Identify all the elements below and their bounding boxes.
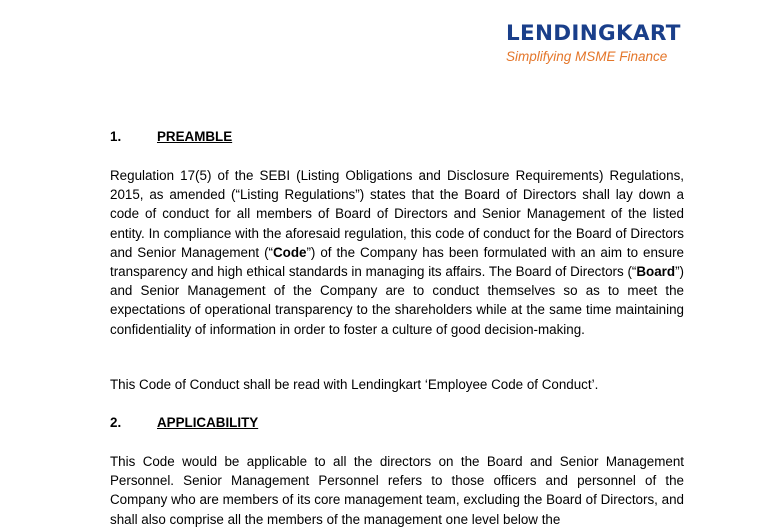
- section-title: PREAMBLE: [157, 129, 233, 144]
- code-term: Code: [272, 244, 307, 260]
- logo-wordmark: LENDINGKART: [506, 21, 681, 46]
- section-heading-preamble: [110, 127, 232, 146]
- section-title: APPLICABILITY: [157, 415, 259, 430]
- employee-code-reference: This Code of Conduct shall be read with Lendingkart ‘Employee Code of Conduct’.: [110, 377, 599, 392]
- preamble-text-part: ”) and Senior Management of the Company are to conduct themselves so as to meet the expectations of operational transparency to the shareholders while at the same time maintaining confidentiality of information in order to foster a culture of good decision-making.: [110, 264, 684, 337]
- preamble-text-part: Regulation 17(5) of the SEBI (Listing Obligations and Disclosure Requirements) Regulations, 2015, as amended (“Listing Regulations”) states that the Board of Directors shall lay down a code of conduct for all members of Board of Directors and Senior Management of the listed entity. In compliance with the aforesaid regulation, this code of conduct for the Board of Directors and Senior Management (“: [110, 168, 684, 260]
- section-heading-applicability: [110, 413, 258, 432]
- preamble-text-part: ”) of the Company has been formulated with an aim to ensure transparency and high ethical standards in managing its affairs. The Board of Directors (“: [110, 244, 684, 280]
- logo-tagline: Simplifying MSME Finance: [506, 49, 668, 64]
- applicability-paragraph: This Code would be applicable to all the directors on the Board and Senior Management Personnel. Senior Management Personnel refers to those officers and personnel of the Company who are members of its core management team, excluding the Board of Directors, and shall also comprise all the members of the management one level below the: [110, 454, 684, 527]
- preamble-paragraph: [110, 166, 684, 339]
- lendingkart-logo: [506, 22, 686, 66]
- section-number: 1.: [110, 129, 122, 144]
- section-number: 2.: [110, 415, 122, 430]
- board-term: Board: [636, 264, 676, 280]
